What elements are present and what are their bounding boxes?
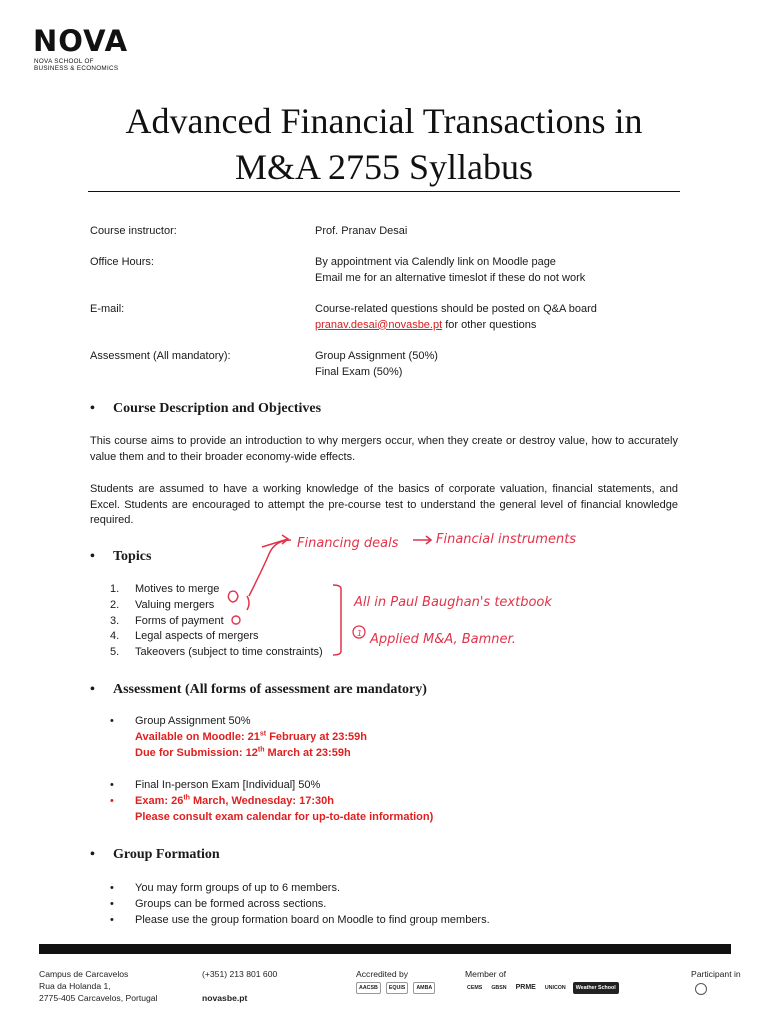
logo-wordmark: NOVA <box>33 24 129 58</box>
school-name-line1: NOVA SCHOOL OF <box>34 58 94 65</box>
group-formation-list <box>110 881 670 928</box>
note-applied-ma: Applied M&A, Bamner. <box>370 632 516 647</box>
email-line1: Course-related questions should be posted on Q&A board <box>315 303 597 315</box>
amba-logo: AMBA <box>413 982 435 994</box>
description-heading: • Course Description and Objectives <box>90 401 322 416</box>
assessment-summary-line2: Final Exam (50%) <box>315 365 403 378</box>
circled-number-text: 1 <box>357 629 363 638</box>
nova-logo <box>33 24 129 72</box>
note-financial-instruments: Financial instruments <box>436 532 577 547</box>
exam-date-item: • Exam: 26th March, Wednesday: 17:30h Please consult exam calendar for up-to-date information) <box>110 794 670 826</box>
bracket-mark <box>333 585 341 655</box>
assessment-heading: • Assessment (All forms of assessment are mandatory) <box>90 682 427 697</box>
equis-logo: EQUIS <box>386 982 408 994</box>
office-hours-line2: Email me for an alternative timeslot if these do not work <box>315 271 586 284</box>
footer-phone: (+351) 213 801 600 <box>202 969 278 979</box>
assessment-summary-value <box>315 349 695 380</box>
note-financing-deals: Financing deals <box>297 536 399 551</box>
accreditation-logos <box>356 982 435 994</box>
assessment-summary-label: Assessment (All mandatory): <box>90 350 231 362</box>
group-rule-item: • Groups can be formed across sections. <box>110 897 327 910</box>
description-paragraph-1: This course aims to provide an introduction to why mergers occur, when they create or destroy value, how to accurately value them and to their broader economy-wide effects. <box>90 435 678 463</box>
group-rule-item: • You may form groups of up to 6 members. <box>110 882 341 894</box>
office-hours-label: Office Hours: <box>90 256 154 268</box>
school-name-line2: BUSINESS & ECONOMICS <box>34 65 119 72</box>
office-hours-value <box>315 255 695 286</box>
email-link[interactable]: pranav.desai@novasbe.pt <box>315 318 443 331</box>
prme-logo: PRME <box>515 984 536 991</box>
note-textbook: All in Paul Baughan's textbook <box>354 595 552 610</box>
exam-date: Exam: 26th March, Wednesday: 17:30h <box>135 794 334 807</box>
email-label: E-mail: <box>90 303 125 315</box>
topics-heading: • Topics <box>90 549 152 564</box>
unicon-logo: UNICON <box>544 985 566 991</box>
topics-list <box>110 582 323 661</box>
description-paragraph-2: Students are assumed to have a working knowledge of the basics of corporate valuation, financial statements, and Excel. Students are encouraged to attempt the pre-course test to understand the general level of financial knowledge required. <box>90 483 678 526</box>
gbsn-logo: GBSN <box>491 985 507 991</box>
arrow-right <box>413 536 431 544</box>
email-line2-suffix: for other questions <box>442 318 537 331</box>
title-line-2: M&A 2755 Syllabus <box>234 147 534 187</box>
participant-globe-icon <box>695 983 707 995</box>
instructor-value: Prof. Pranav Desai <box>315 225 408 237</box>
accredited-label: Accredited by <box>356 969 409 979</box>
topic-item: 5. Takeovers (subject to time constraints) <box>110 646 323 659</box>
available-date: Available on Moodle: 21st February at 23:59h <box>135 730 368 743</box>
topic-item: 1. Motives to merge <box>110 583 220 595</box>
assessment-group-list <box>110 714 670 761</box>
title-line-1: Advanced Financial Transactions in <box>125 101 643 141</box>
topic-item: 3. Forms of payment <box>110 614 224 627</box>
email-value <box>315 302 695 333</box>
instructor-label: Course instructor: <box>90 225 177 237</box>
assessment-group-item: • Group Assignment 50% Available on Moodle: 21st February at 23:59h Due for Submission: 12th March at 23:59h <box>110 714 670 761</box>
arrow-up <box>262 535 288 547</box>
topic-item: 4. Legal aspects of mergers <box>110 630 259 643</box>
assessment-summary-line1: Group Assignment (50%) <box>315 350 438 362</box>
office-hours-line1: By appointment via Calendly link on Moodle page <box>315 256 556 268</box>
email-line2 <box>315 318 695 334</box>
group-rule-item: • Please use the group formation board on Moodle to find group members. <box>110 913 490 926</box>
aacsb-logo: AACSB <box>356 982 381 994</box>
due-date: Due for Submission: 12th March at 23:59h <box>135 745 351 759</box>
footer-rule <box>39 944 731 954</box>
cems-logo: CEMS <box>467 985 483 991</box>
circled-number <box>353 626 365 638</box>
participant-label: Participant in <box>691 969 741 979</box>
final-exam-item: • Final In-person Exam [Individual] 50% <box>110 778 670 794</box>
footer-website[interactable]: novasbe.pt <box>202 993 248 1003</box>
topic-item: 2. Valuing mergers <box>110 598 215 611</box>
member-label: Member of <box>465 969 507 979</box>
group-formation-heading: • Group Formation <box>90 847 220 862</box>
final-exam-label: Final In-person Exam [Individual] 50% <box>135 779 321 791</box>
membership-logos <box>465 982 619 994</box>
document-title <box>60 98 708 190</box>
footer-contact <box>202 968 277 1004</box>
footer-address: Campus de Carcavelos Rua da Holanda 1, 2775-405 Carcavelos, Portugal <box>39 969 158 1003</box>
title-divider <box>88 191 680 192</box>
assessment-exam-list <box>110 778 670 825</box>
weather-school-logo: Weather School <box>573 982 619 994</box>
exam-calendar-note: Please consult exam calendar for up-to-date information) <box>135 810 434 823</box>
group-assignment-label: Group Assignment 50% <box>135 715 251 727</box>
